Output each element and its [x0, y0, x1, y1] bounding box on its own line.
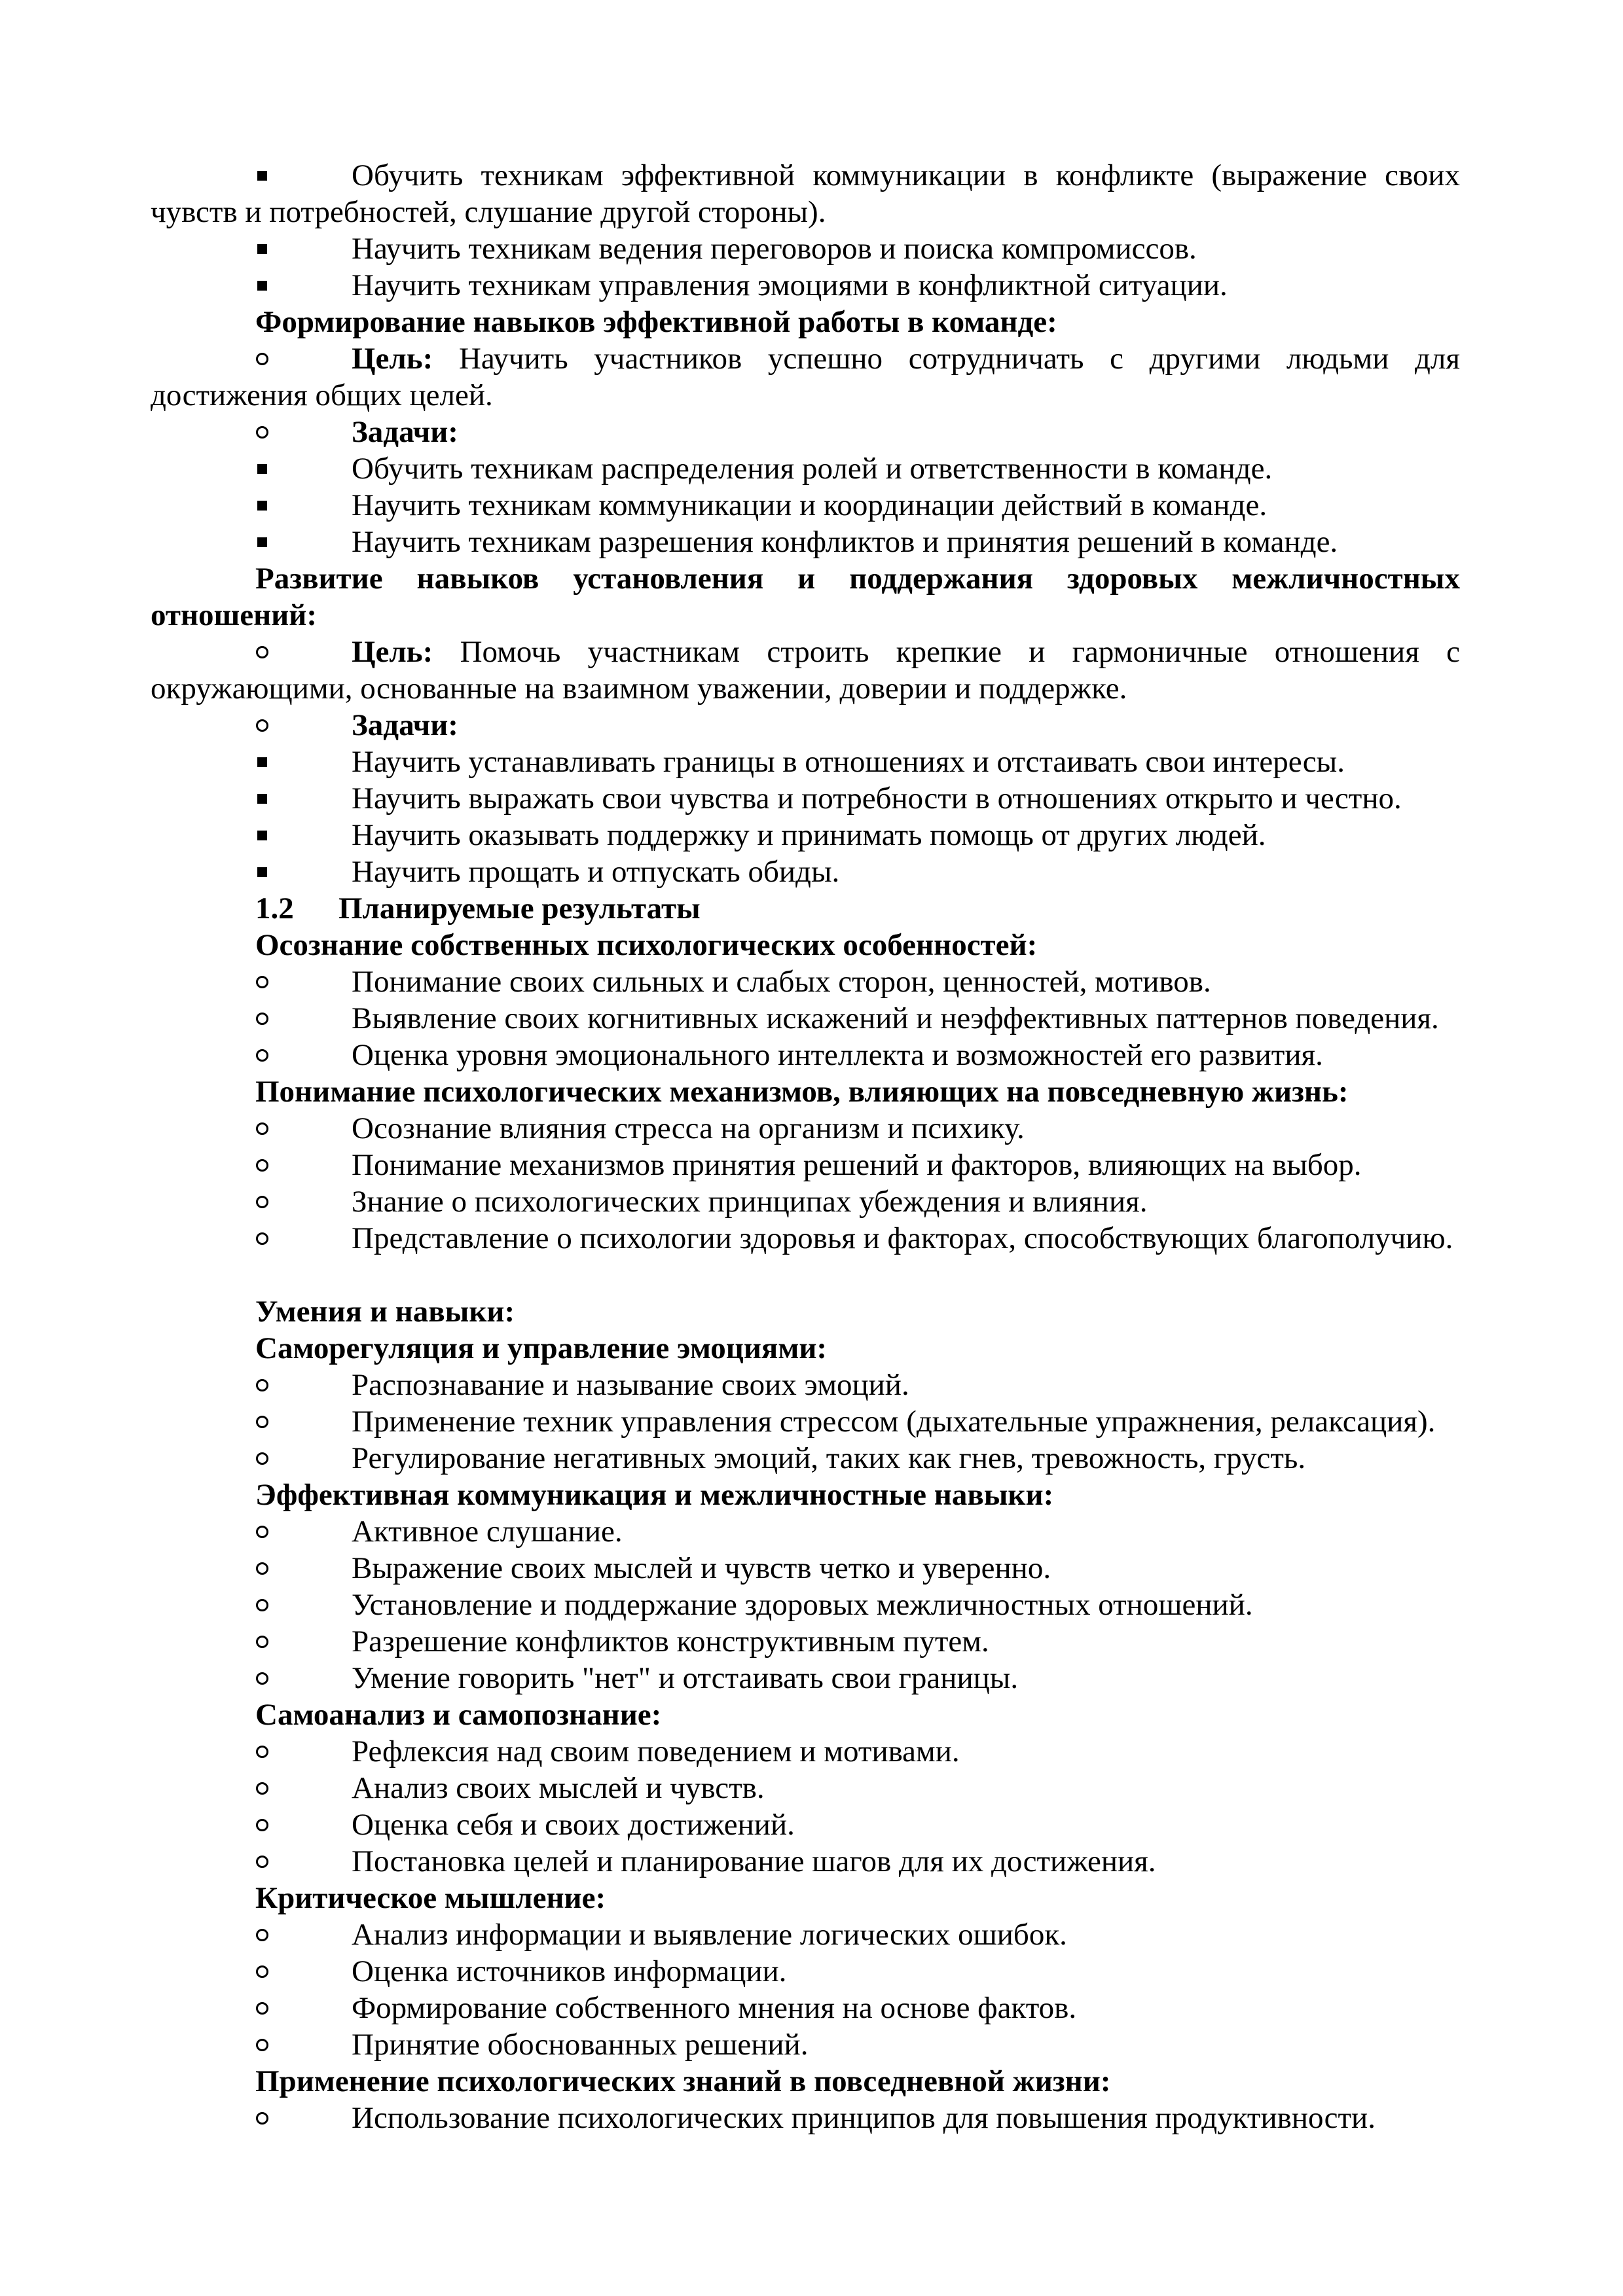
section-number: 1.2	[255, 891, 294, 925]
line-text: отношений:	[151, 598, 317, 632]
line-text: Развитие навыков установления и поддержания здоровых межличностных	[255, 562, 1460, 596]
doc-line	[151, 2026, 1460, 2063]
line-text: Использование психологических принципов для повышения продуктивности.	[352, 2101, 1376, 2135]
line-text: Научить техникам управления эмоциями в конфликтной ситуации.	[352, 268, 1228, 302]
doc-line	[151, 2063, 1460, 2100]
line-text: Задачи:	[352, 708, 458, 742]
line-text: Постановка целей и планирование шагов для их достижения.	[352, 1844, 1156, 1878]
doc-line	[151, 1220, 1460, 1257]
doc-line	[151, 1990, 1460, 2026]
bullet-circle-icon	[256, 1379, 268, 1391]
line-text: Принятие обоснованных решений.	[352, 2028, 809, 2062]
line-text: Применение техник управления стрессом (дыхательные упражнения, релаксация).	[352, 1405, 1436, 1439]
line-text: достижения общих целей.	[151, 378, 493, 412]
line-text: Оценка источников информации.	[352, 1954, 787, 1988]
bullet-square-icon	[257, 537, 267, 547]
doc-line	[151, 524, 1460, 560]
doc-line	[151, 744, 1460, 780]
doc-line	[151, 304, 1460, 340]
line-text: Применение психологических знаний в повседневной жизни:	[255, 2064, 1111, 2098]
doc-line	[151, 1660, 1460, 1696]
doc-line	[151, 377, 1460, 414]
bullet-square-icon	[257, 757, 267, 767]
line-text: Самоанализ и самопознание:	[255, 1698, 662, 1732]
doc-line	[151, 1513, 1460, 1550]
line-text: Установление и поддержание здоровых межличностных отношений.	[352, 1588, 1253, 1622]
bullet-circle-icon	[256, 1416, 268, 1428]
bullet-circle-icon	[256, 1452, 268, 1465]
bullet-square-icon	[257, 794, 267, 804]
bullet-square-icon	[257, 244, 267, 254]
line-text: Цель: Научить участников успешно сотрудничать с другими людьми для	[352, 342, 1460, 376]
doc-line	[151, 1770, 1460, 1806]
line-text: чувств и потребностей, слушание другой стороны).	[151, 195, 826, 229]
doc-line	[151, 414, 1460, 450]
bullet-circle-icon	[256, 1562, 268, 1575]
line-text: Научить устанавливать границы в отношениях и отстаивать свои интересы.	[352, 745, 1345, 779]
bullet-circle-icon	[256, 1232, 268, 1245]
line-text: окружающими, основанные на взаимном уважении, доверии и поддержке.	[151, 672, 1127, 706]
line-text: Осознание влияния стресса на организм и психику.	[352, 1111, 1025, 1145]
doc-line	[151, 230, 1460, 267]
blank-line	[151, 1257, 1460, 1293]
bullet-circle-icon	[256, 1049, 268, 1062]
doc-line	[151, 1440, 1460, 1477]
line-text: Осознание собственных психологических особенностей:	[255, 928, 1038, 962]
line-text: Оценка уровня эмоционального интеллекта и возможностей его развития.	[352, 1038, 1323, 1072]
line-text: Понимание своих сильных и слабых сторон, ценностей, мотивов.	[352, 965, 1211, 999]
doc-line	[151, 817, 1460, 853]
line-text: Саморегуляция и управление эмоциями:	[255, 1331, 828, 1365]
doc-line	[151, 450, 1460, 487]
bullet-circle-icon	[256, 1746, 268, 1758]
doc-line	[151, 1880, 1460, 1916]
doc-line	[151, 1147, 1460, 1183]
doc-line	[151, 560, 1460, 597]
doc-line	[151, 1806, 1460, 1843]
doc-line	[151, 634, 1460, 670]
doc-line	[151, 487, 1460, 524]
bullet-circle-icon	[256, 1672, 268, 1685]
doc-line	[151, 963, 1460, 1000]
line-text: Научить прощать и отпускать обиды.	[352, 855, 840, 889]
line-text: Умение говорить "нет" и отстаивать свои границы.	[352, 1661, 1019, 1695]
doc-line	[151, 1696, 1460, 1733]
bullet-circle-icon	[256, 1636, 268, 1648]
document-content	[151, 157, 1460, 2136]
bullet-circle-icon	[256, 646, 268, 658]
doc-line	[151, 1550, 1460, 1587]
line-text: Научить техникам разрешения конфликтов и принятия решений в команде.	[352, 525, 1338, 559]
doc-line	[151, 1330, 1460, 1367]
bullet-square-icon	[257, 867, 267, 877]
line-text: Научить техникам ведения переговоров и поиска компромиссов.	[352, 232, 1197, 266]
bullet-square-icon	[257, 831, 267, 840]
line-text: Представление о психологии здоровья и факторах, способствующих благополучию.	[352, 1221, 1453, 1255]
bullet-square-icon	[257, 464, 267, 474]
bullet-circle-icon	[256, 1159, 268, 1172]
doc-line	[151, 1037, 1460, 1073]
line-text: Знание о психологических принципах убеждения и влияния.	[352, 1185, 1148, 1219]
bullet-circle-icon	[256, 2112, 268, 2125]
bullet-circle-icon	[256, 353, 268, 365]
line-text: Выражение своих мыслей и чувств четко и уверенно.	[352, 1551, 1051, 1585]
doc-line	[151, 1916, 1460, 1953]
line-text: Формирование навыков эффективной работы в команде:	[255, 305, 1057, 339]
doc-line	[151, 1110, 1460, 1147]
bullet-circle-icon	[256, 976, 268, 988]
line-text: Анализ информации и выявление логических ошибок.	[352, 1918, 1067, 1952]
bullet-circle-icon	[256, 1819, 268, 1831]
bullet-circle-icon	[256, 2039, 268, 2051]
bullet-circle-icon	[256, 1599, 268, 1611]
line-text: Разрешение конфликтов конструктивным путем.	[352, 1624, 989, 1659]
doc-line	[151, 670, 1460, 707]
line-text: Планируемые результаты	[338, 891, 701, 925]
doc-line	[151, 1073, 1460, 1110]
line-text: Научить оказывать поддержку и принимать помощь от других людей.	[352, 818, 1266, 852]
doc-line	[151, 1587, 1460, 1623]
bullet-circle-icon	[256, 1782, 268, 1795]
bullet-circle-icon	[256, 1526, 268, 1538]
doc-line	[151, 157, 1460, 194]
doc-line	[151, 1623, 1460, 1660]
line-text: Критическое мышление:	[255, 1881, 606, 1915]
line-text: Цель: Помочь участникам строить крепкие и гармоничные отношения с	[352, 635, 1460, 669]
line-text: Понимание психологических механизмов, влияющих на повседневную жизнь:	[255, 1075, 1349, 1109]
line-text: Распознавание и называние своих эмоций.	[352, 1368, 909, 1402]
doc-line	[151, 927, 1460, 963]
doc-line	[151, 1293, 1460, 1330]
doc-line	[151, 1183, 1460, 1220]
line-text: Выявление своих когнитивных искажений и неэффективных паттернов поведения.	[352, 1001, 1439, 1035]
bullet-circle-icon	[256, 1965, 268, 1978]
bullet-circle-icon	[256, 1122, 268, 1135]
bullet-circle-icon	[256, 2002, 268, 2015]
line-text: Анализ своих мыслей и чувств.	[352, 1771, 765, 1805]
line-text: Научить выражать свои чувства и потребности в отношениях открыто и честно.	[352, 781, 1402, 816]
doc-line	[151, 2100, 1460, 2136]
doc-line	[151, 1000, 1460, 1037]
doc-line	[151, 707, 1460, 744]
doc-line	[151, 267, 1460, 304]
doc-line	[151, 1733, 1460, 1770]
doc-line	[151, 597, 1460, 634]
line-text: Умения и навыки:	[255, 1295, 515, 1329]
bullet-circle-icon	[256, 1196, 268, 1208]
bullet-square-icon	[257, 171, 267, 181]
doc-line	[151, 1843, 1460, 1880]
doc-line	[151, 1953, 1460, 1990]
bullet-square-icon	[257, 281, 267, 291]
bullet-circle-icon	[256, 1856, 268, 1868]
bullet-circle-icon	[256, 426, 268, 439]
line-text: Обучить техникам распределения ролей и ответственности в команде.	[352, 452, 1273, 486]
doc-line	[151, 194, 1460, 230]
line-text: Научить техникам коммуникации и координации действий в команде.	[352, 488, 1267, 522]
doc-line	[151, 853, 1460, 890]
doc-line	[151, 1367, 1460, 1403]
line-text: Активное слушание.	[352, 1515, 623, 1549]
doc-line	[151, 780, 1460, 817]
line-text: Эффективная коммуникация и межличностные навыки:	[255, 1478, 1054, 1512]
bullet-circle-icon	[256, 719, 268, 732]
bullet-square-icon	[257, 501, 267, 511]
bullet-circle-icon	[256, 1013, 268, 1025]
doc-line	[151, 890, 1460, 927]
line-text: Оценка себя и своих достижений.	[352, 1808, 795, 1842]
line-text: Обучить техникам эффективной коммуникации в конфликте (выражение своих	[352, 158, 1460, 192]
line-text: Рефлексия над своим поведением и мотивами.	[352, 1734, 960, 1768]
bullet-circle-icon	[256, 1929, 268, 1941]
line-text: Понимание механизмов принятия решений и факторов, влияющих на выбор.	[352, 1148, 1362, 1182]
line-text: Регулирование негативных эмоций, таких как гнев, тревожность, грусть.	[352, 1441, 1306, 1475]
line-text: Формирование собственного мнения на основе фактов.	[352, 1991, 1077, 2025]
doc-line	[151, 1403, 1460, 1440]
doc-line	[151, 340, 1460, 377]
doc-line	[151, 1477, 1460, 1513]
line-text: Задачи:	[352, 415, 458, 449]
